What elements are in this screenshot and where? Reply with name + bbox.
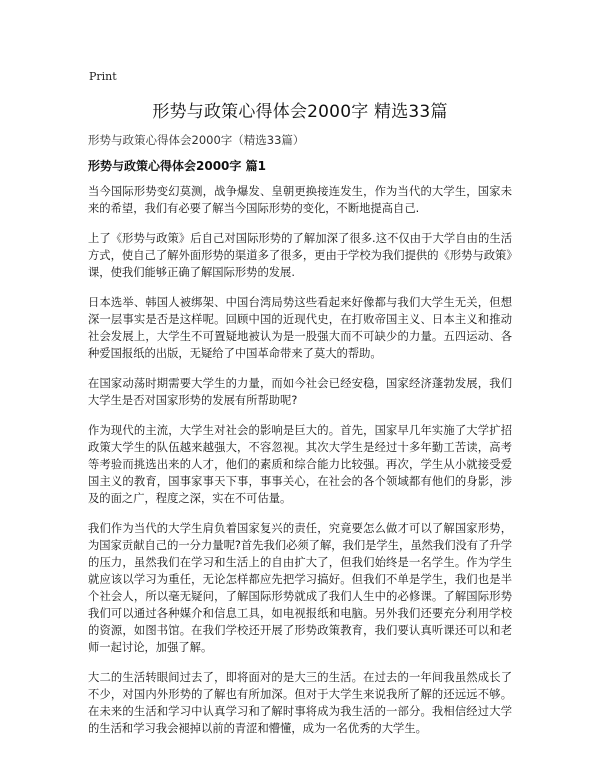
print-label: Print: [89, 70, 117, 83]
paragraph-2: 上了《形势与政策》后自己对国际形势的了解加深了很多.这不仅由于大学自由的生活方式，使自己了解外面形势的渠道多了很多，更由于学校为我们提供的《形势与政策》课，使我们能够正确了解国际形势的发展.: [88, 232, 512, 279]
document-title: 形势与政策心得体会2000字 精选33篇: [152, 102, 448, 122]
section-heading: 形势与政策心得体会2000字 篇1: [88, 159, 266, 173]
paragraph-1: 当今国际形势变幻莫测，战争爆发、皇朝更换接连发生，作为当代的大学生，国家未来的希望，我们有必要了解当今国际形势的变化，不断地提高自己.: [88, 185, 512, 215]
paragraph-7: 大二的生活转眼间过去了，即将面对的是大三的生活。在过去的一年间我虽然成长了不少，对国内外形势的了解也有所加深。但对于大学生来说我所了解的还远远不够。在未来的生活和学习中认真学习和了解时事将成为我生活的一部分。我相信经过大学的生活和学习我会褪掉以前的青涩和懵懂，成为一名优秀的大学生。: [88, 671, 512, 735]
paragraph-3: 日本选举、韩国人被绑架、中国台湾局势这些看起来好像都与我们大学生无关，但想深一层事实是否是这样呢。回顾中国的近现代史，在打败帝国主义、日本主义和推动社会发展上，大学生不可置疑地被认为是一股强大而不可缺少的力量。五四运动、各种爱国报纸的出版，无疑给了中国革命带来了莫大的帮助。: [88, 296, 512, 360]
paragraph-6: 我们作为当代的大学生肩负着国家复兴的责任，究竟要怎么做才可以了解国家形势，为国家贡献自己的一分力量呢?首先我们必须了解，我们是学生，虽然我们没有了升学的压力，虽然我们在学习和生活上的自由扩大了，但我们始终是一名学生。作为学生就应该以学习为重任，无论怎样都应先把学习搞好。但我们不单是学生，我们也是半个社会人，所以毫无疑问，了解国际形势就成了我们人生中的必修课。了解国际形势我们可以通过各种媒介和信息工具，如电视报纸和电脑。另外我们还要充分利用学校的资源，如图书馆。在我们学校还开展了形势政策教育，我们要认真听课还可以和老师一起讨论，加强了解。: [88, 522, 512, 654]
paragraph-5: 作为现代的主流，大学生对社会的影响是巨大的。首先，国家早几年实施了大学扩招政策大学生的队伍越来越强大，不容忽视。其次大学生是经过十多年勤工苦读，高考等考验而挑选出来的人才，他们的素质和综合能力比较强。再次，学生从小就接受爱国主义的教育，国事家事天下事，事事关心，在社会的各个领域都有他们的身影，涉及的面之广，程度之深，实在不可估量。: [88, 424, 512, 505]
document-subtitle: 形势与政策心得体会2000字（精选33篇）: [88, 133, 305, 147]
body-text: [88, 183, 512, 750]
paragraph-4: 在国家动荡时期需要大学生的力量，而如今社会已经安稳，国家经济蓬勃发展，我们大学生是否对国家形势的发展有所帮助呢?: [88, 377, 512, 407]
